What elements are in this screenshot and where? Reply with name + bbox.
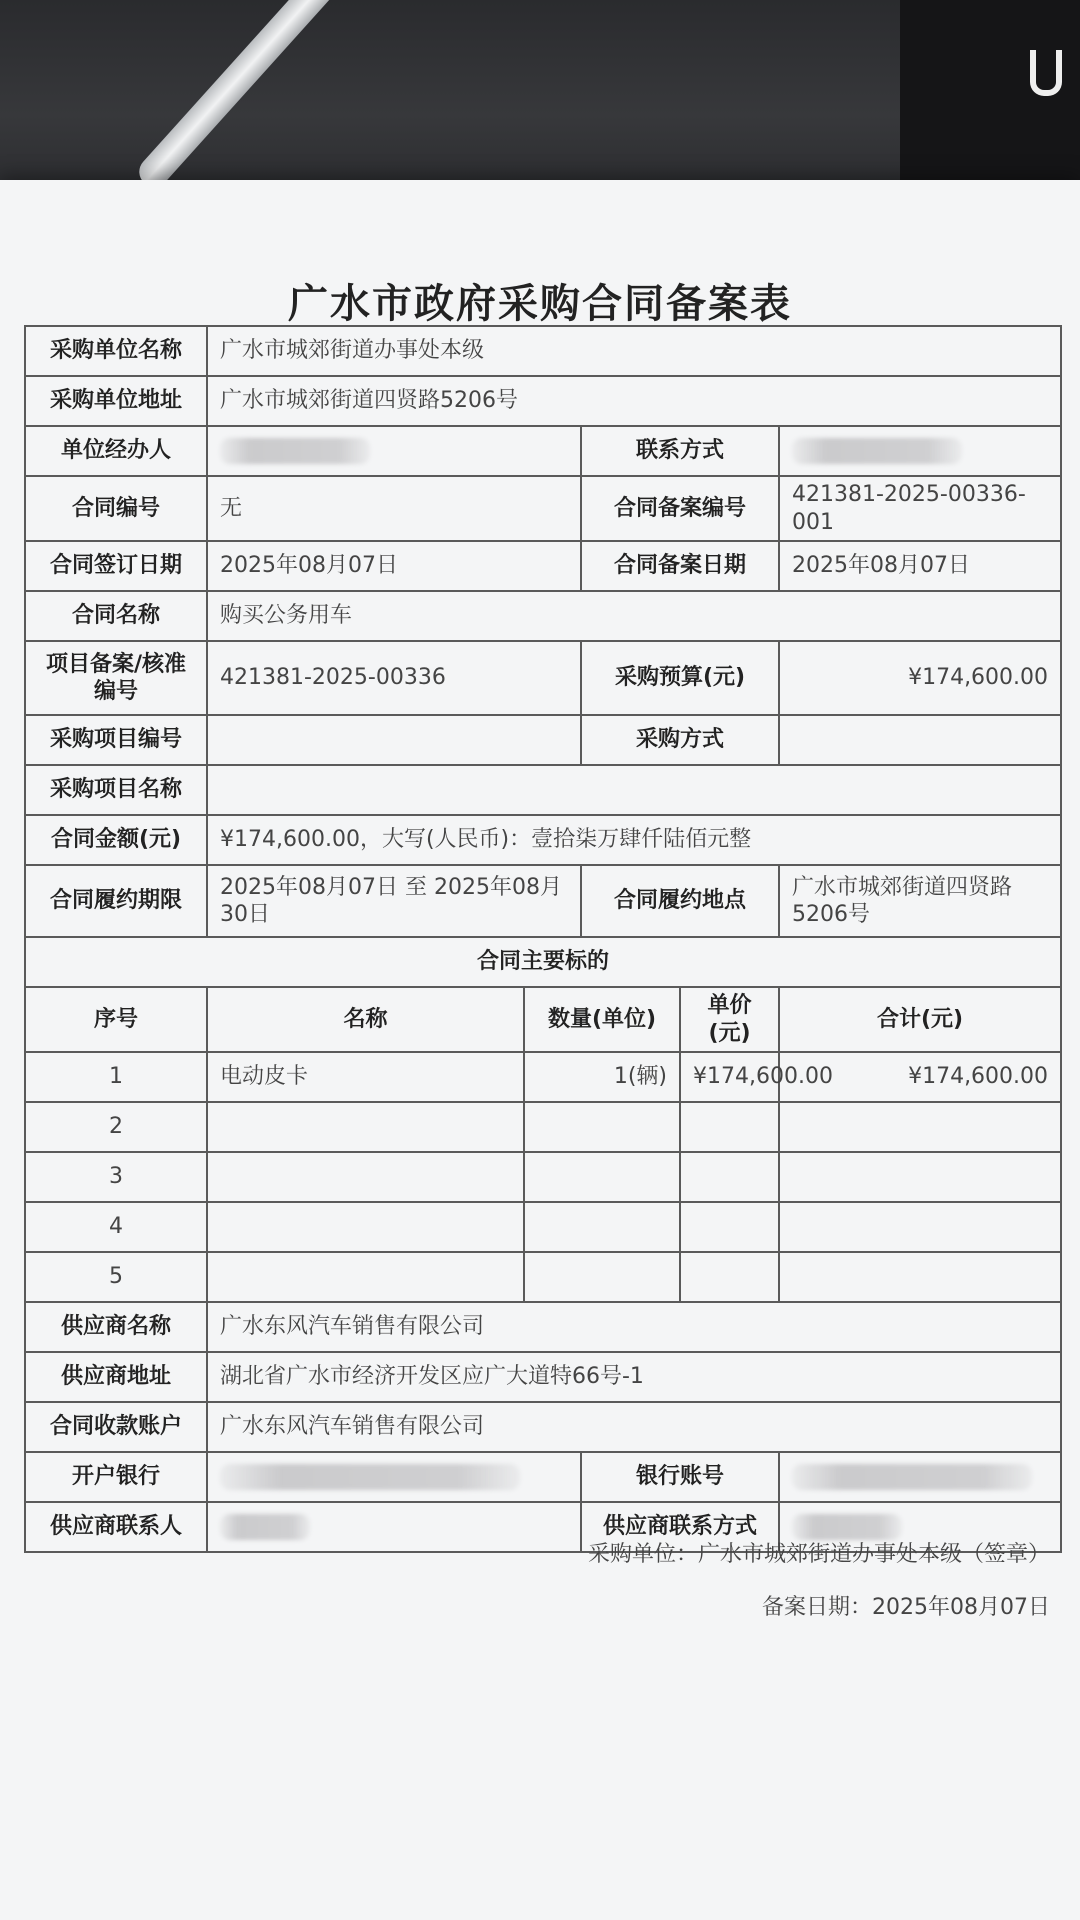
- table-row: [25, 1152, 1061, 1202]
- label-contract-no: 合同编号: [25, 476, 207, 541]
- value-supplier-contact-person-redacted: [207, 1502, 581, 1552]
- item-price: [680, 1252, 779, 1302]
- background-hook: [1030, 50, 1062, 96]
- item-price: ¥174,600.00: [680, 1052, 779, 1102]
- value-purchaser-name: 广水市城郊街道办事处本级: [207, 326, 1061, 376]
- row-handler: [25, 426, 1061, 476]
- table-row: [25, 1202, 1061, 1252]
- item-price: [680, 1152, 779, 1202]
- row-purchaser-name: [25, 326, 1061, 376]
- value-project-name: [207, 765, 1061, 815]
- value-bank-account-redacted: [779, 1452, 1061, 1502]
- row-amount: [25, 815, 1061, 865]
- row-supplier-address: [25, 1352, 1061, 1402]
- filing-form-table: [24, 325, 1062, 1553]
- background-cable: [133, 0, 356, 193]
- item-no: 4: [25, 1202, 207, 1252]
- item-total: [779, 1252, 1061, 1302]
- footer-purchaser-unit: 采购单位：广水市城郊街道办事处本级（签章）: [587, 1542, 1050, 1567]
- items-header-name: 名称: [207, 987, 524, 1052]
- item-no: 1: [25, 1052, 207, 1102]
- label-method: 采购方式: [581, 715, 779, 765]
- item-qty: [524, 1252, 680, 1302]
- value-place: 广水市城郊街道四贤路5206号: [779, 865, 1061, 937]
- value-filing-date: 2025年08月07日: [779, 541, 1061, 591]
- section-main-items: 合同主要标的: [25, 937, 1061, 987]
- footer-filing-date: 备案日期：2025年08月07日: [762, 1595, 1050, 1620]
- row-main-items-heading: [25, 937, 1061, 987]
- value-supplier-name: 广水东风汽车销售有限公司: [207, 1302, 1061, 1352]
- document-title: 广水市政府采购合同备案表: [288, 281, 792, 327]
- items-header-no: 序号: [25, 987, 207, 1052]
- value-amount: ¥174,600.00，大写(人民币)：壹拾柒万肆仟陆佰元整: [207, 815, 1061, 865]
- row-contract-name: [25, 591, 1061, 641]
- item-no: 2: [25, 1102, 207, 1152]
- item-name: 电动皮卡: [207, 1052, 524, 1102]
- table-row: [25, 1102, 1061, 1152]
- value-bank-redacted: [207, 1452, 581, 1502]
- label-supplier-name: 供应商名称: [25, 1302, 207, 1352]
- label-budget: 采购预算(元): [581, 641, 779, 715]
- label-project-no: 采购项目编号: [25, 715, 207, 765]
- value-method: [779, 715, 1061, 765]
- value-receiving-account: 广水东风汽车销售有限公司: [207, 1402, 1061, 1452]
- redaction-mark: [220, 1464, 520, 1490]
- item-total: [779, 1152, 1061, 1202]
- row-project-no: [25, 715, 1061, 765]
- item-name: [207, 1102, 524, 1152]
- label-bank: 开户银行: [25, 1452, 207, 1502]
- label-supplier-contact: 供应商联系方式: [581, 1502, 779, 1552]
- value-project-filing-no: 421381-2025-00336: [207, 641, 581, 715]
- label-project-name: 采购项目名称: [25, 765, 207, 815]
- item-price: [680, 1102, 779, 1152]
- label-supplier-address: 供应商地址: [25, 1352, 207, 1402]
- label-project-filing-no: 项目备案/核准编号: [25, 641, 207, 715]
- item-qty: [524, 1152, 680, 1202]
- value-handler-redacted: [207, 426, 581, 476]
- value-contract-no: 无: [207, 476, 581, 541]
- label-bank-account: 银行账号: [581, 1452, 779, 1502]
- label-supplier-contact-person: 供应商联系人: [25, 1502, 207, 1552]
- item-qty: [524, 1202, 680, 1252]
- label-handler: 单位经办人: [25, 426, 207, 476]
- items-header-total: 合计(元): [779, 987, 1061, 1052]
- label-contact: 联系方式: [581, 426, 779, 476]
- label-purchaser-name: 采购单位名称: [25, 326, 207, 376]
- row-dates: [25, 541, 1061, 591]
- item-qty: 1(辆): [524, 1052, 680, 1102]
- label-filing-no: 合同备案编号: [581, 476, 779, 541]
- label-contract-name: 合同名称: [25, 591, 207, 641]
- table-row: [25, 1252, 1061, 1302]
- label-sign-date: 合同签订日期: [25, 541, 207, 591]
- item-no: 3: [25, 1152, 207, 1202]
- value-period: 2025年08月07日 至 2025年08月30日: [207, 865, 581, 937]
- item-qty: [524, 1102, 680, 1152]
- label-amount: 合同金额(元): [25, 815, 207, 865]
- item-no: 5: [25, 1252, 207, 1302]
- row-bank: [25, 1452, 1061, 1502]
- item-name: [207, 1202, 524, 1252]
- label-filing-date: 合同备案日期: [581, 541, 779, 591]
- label-place: 合同履约地点: [581, 865, 779, 937]
- row-purchaser-address: [25, 376, 1061, 426]
- redaction-mark: [792, 438, 962, 464]
- value-supplier-address: 湖北省广水市经济开发区应广大道特66号-1: [207, 1352, 1061, 1402]
- row-receiving-account: [25, 1402, 1061, 1452]
- item-name: [207, 1152, 524, 1202]
- label-period: 合同履约期限: [25, 865, 207, 937]
- value-contract-name: 购买公务用车: [207, 591, 1061, 641]
- value-filing-no: 421381-2025-00336-001: [779, 476, 1061, 541]
- row-project-name: [25, 765, 1061, 815]
- item-total: [779, 1202, 1061, 1252]
- items-header-price: 单价(元): [680, 987, 779, 1052]
- redaction-mark: [792, 1464, 1032, 1490]
- table-row: [25, 1052, 1061, 1102]
- row-period: [25, 865, 1061, 937]
- value-contact-redacted: [779, 426, 1061, 476]
- value-project-no: [207, 715, 581, 765]
- label-receiving-account: 合同收款账户: [25, 1402, 207, 1452]
- label-purchaser-address: 采购单位地址: [25, 376, 207, 426]
- items-header-row: [25, 987, 1061, 1052]
- row-contract-no: [25, 476, 1061, 541]
- item-total: [779, 1102, 1061, 1152]
- value-budget: ¥174,600.00: [779, 641, 1061, 715]
- value-sign-date: 2025年08月07日: [207, 541, 581, 591]
- item-name: [207, 1252, 524, 1302]
- redaction-mark: [220, 1514, 310, 1540]
- item-price: [680, 1202, 779, 1252]
- redaction-mark: [220, 438, 370, 464]
- value-purchaser-address: 广水市城郊街道四贤路5206号: [207, 376, 1061, 426]
- row-project-filing: [25, 641, 1061, 715]
- items-header-qty: 数量(单位): [524, 987, 680, 1052]
- row-supplier-name: [25, 1302, 1061, 1352]
- item-total: ¥174,600.00: [779, 1052, 1061, 1102]
